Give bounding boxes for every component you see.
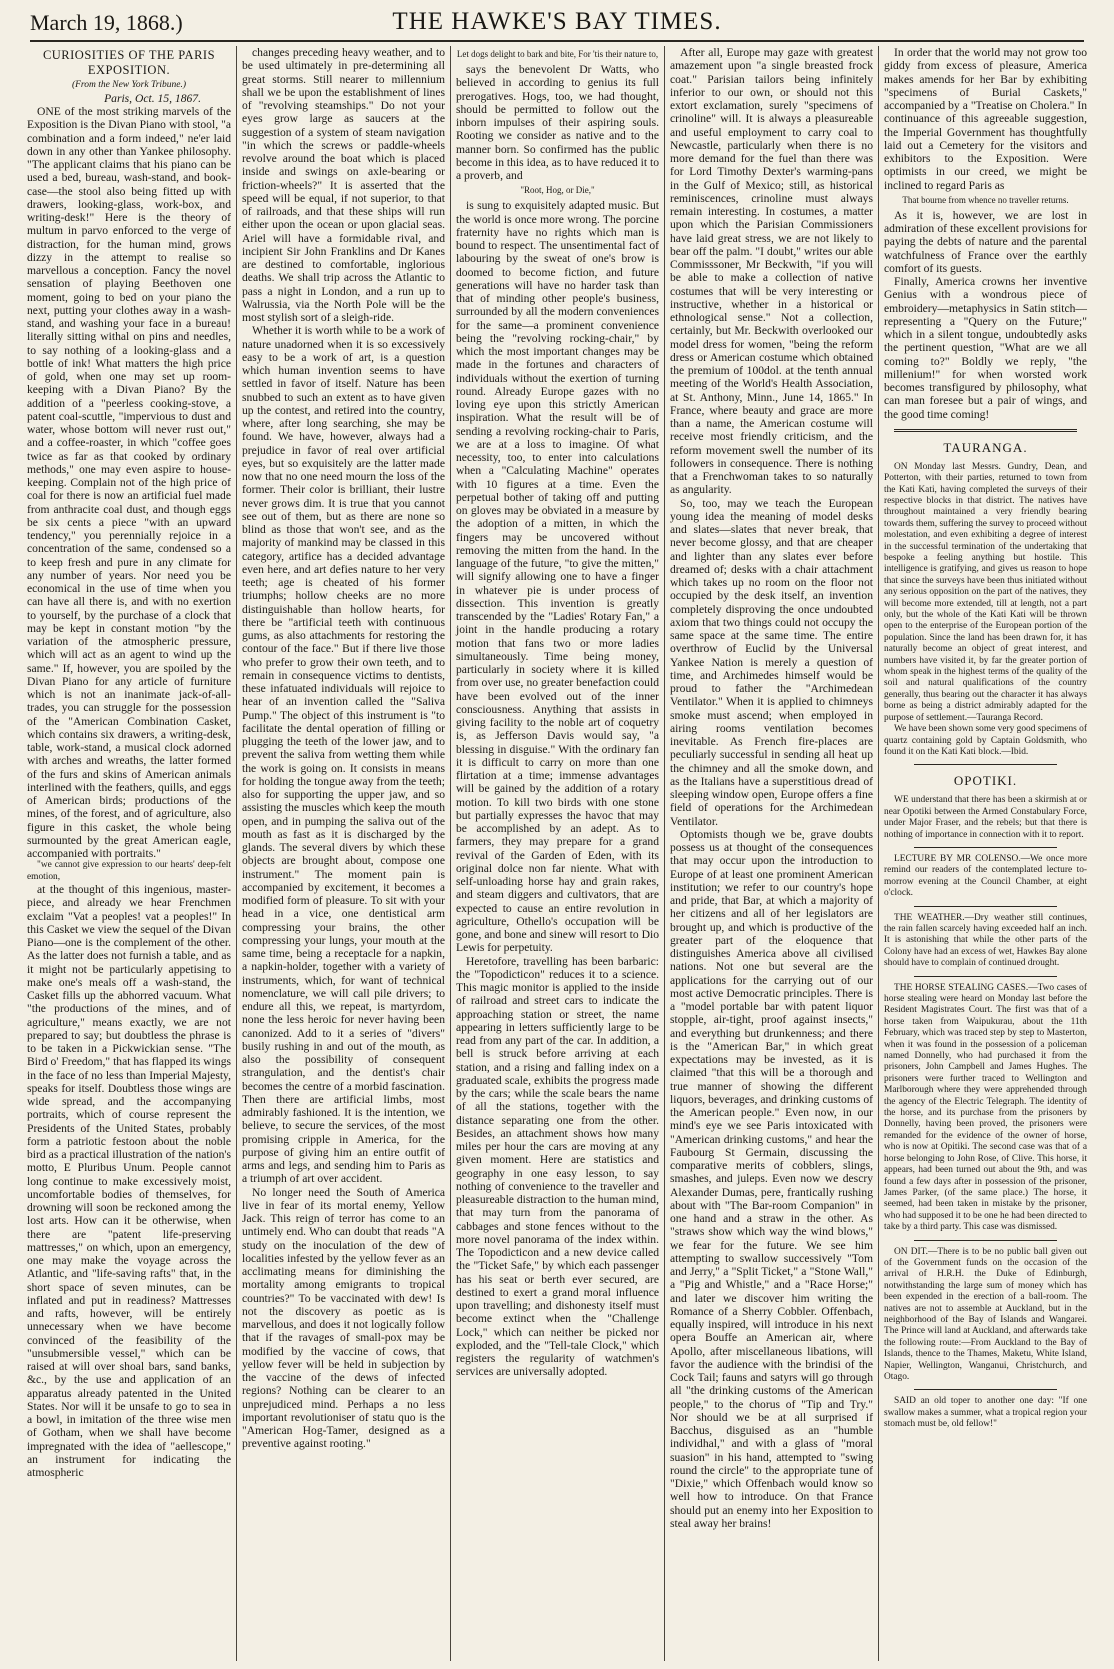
local-news-section <box>884 854 1087 1431</box>
poem-quote: "Root, Hog, or Die," <box>520 185 595 196</box>
section-divider <box>914 976 1057 977</box>
paragraph: ONE of the most striking marvels of the Exposition is the Divan Piano with stool, "a combination and a form indeed," ne'er laid down in any other than Yankee philosophy. "The applicant claims that his piano can be used a bed, bureau, wash-stand, and book-case—the stool also being fitted up with drawers, looking-glass, work-box, and writing-desk!" Here is the theory of multum in parvo enforced to the verge of distraction, for the human mind, grows dizzy in the attempt to realise so marvellous a conception. Fancy the novel sensation of playing Beethoven one moment, going to bed on your piano the next, putting your clothes away in a wash-stand, and washing your face in a bureau! literally sitting withal on pins and needles, to say nothing of a looking-glass and a bottle of ink! What matters the high price of gold, when one may set up room-keeping with a Divan Piano? By the addition of a "peerless cooking-stove, a patent coal-scuttle, "impervious to dust and water, whose bottom will never rust out," and a coffee-roaster, in which "coffee goes twice as far as that cooked by ordinary methods," one may even aspire to house-keeping. Complain not of the high price of coal for there is now an artificial fuel made from anthracite coal dust, and though eggs be six cents a piece "with an upward tendency," you perennially rejoice in a concentration of the same, condensed so a to keep fresh and pure in any climate for any number of years. Nor need you be economical in the use of time when you can have all there is, and with no exertion to yourself, by the purchase of a clock that may be kept in constant motion "by the variation of the atmospheric pressure, which will act as an agent to wind up the same." If, however, you are spoiled by the Divan Piano for any article of furniture which is not an inanimate jack-of-all-trades, you can struggle for the possession of the "American Combination Casket, which contains six drawers, a writing-desk, table, work-stand, a musical clock adorned with arches and wreaths, the latter formed of the furs and skins of American animals interlined with the feathers, quills, and eggs of American birds; productions of the mines, of the forest, and of agriculture, also figure in this casket, the whole being surmounted by the great American eagle, accompanied with portraits." <box>27 105 231 860</box>
paragraph: Heretofore, travelling has been barbaric: the "Topodicticon" reduces it to a science. This magic monitor is applied to the inside of railroad and street cars to indicate the approaching station or street, the name appearing in letters sufficiently large to be read from any part of the car. In addition, a bell is struck before arriving at each station, and a rising and falling index on a graduated scale, exhibits the progress made by the cars; while the scale bears the name of all the stations, together with the distance separating one from the other. Besides, an attachment shows how many miles per hour the cars are moving at any given moment. Here are statistics and geography in one easy lesson, to say nothing of convenience to the traveller and pleasureable distraction to the human mind, that may turn from the panorama of cabbages and stone fences without to the more novel panorama of the index within. The Topodicticon and a new device called the "Ticket Safe," by which each passenger has his seat or berth ever secured, are destined to exert a grand moral influence upon travelling; and dishonesty itself must become extinct when the "Challenge Lock," which can neither be picked nor exploded, and the "Tell-tale Clock," which registers the regularity of watchmen's services are universally adopted. <box>456 954 659 1379</box>
section-divider <box>914 1389 1057 1390</box>
article-source: (From the New York Tribune.) <box>71 80 187 90</box>
masthead <box>30 6 1084 42</box>
paragraph: WE understand that there has been a skirmish at or near Opotiki between the Armed Constabulary Force, under Major Fraser, and the rebels; but that there is nothing of importance in connection with it to report. <box>884 795 1087 840</box>
section-divider <box>914 1240 1057 1241</box>
column-5 <box>878 46 1092 1661</box>
section-divider <box>914 906 1057 907</box>
newspaper-columns <box>22 46 1092 1661</box>
article-dateline: Paris, Oct. 15, 1867. <box>104 92 201 105</box>
paragraph: We have been shown some very good specimens of quartz containing gold by Captain Goldsmith, who found it on the Kati Kati block.—Ibid. <box>884 724 1087 757</box>
section-divider <box>894 429 1077 432</box>
paragraph: THE WEATHER.—Dry weather still continues, the rain fallen scarcely having exceeded half an inch. It is astonishing that while the other parts of the Colony have had an excess of wet, Hawkes Bay alone should have to complain of continued drought. <box>884 912 1087 969</box>
poem-quote: That bourne from whence no traveller returns. <box>902 194 1069 205</box>
paragraph: THE HORSE STEALING CASES.—Two cases of horse stealing were heard on Monday last before the Resident Magistrates Court. The first was that of a horse taken from Waipukurau, about the 11th February, which was traced step by step to Masterton, when it was found in the possession of a policeman named Donnelly, who had purchased it from the prisoners, John Campbell and James Hughes. The prisoners were further traced to Wellington and Marlborough where they were apprehended through the agency of the Electric Telegraph. The identity of the horse, and its purchase from the prisoners by Donnelly, having been proved, the prisoners were remanded for the evidence of the owner of horse, who is now at Opitiki. The second case was that of a horse belonging to John Rose, of Clive. This horse, it appears, had been turned out about the 9th, and was found a few days after in possession of the prisoner, James Parker, (of the same place.) The horse, it seemed, had been taken in mistake by the prisoner, who had supposed it to be one he had been directed to take by a third party. This case was dismissed. <box>884 982 1087 1233</box>
section-heading-tauranga: TAURANGA. <box>943 439 1028 455</box>
paragraph: LECTURE BY MR COLENSO.—We once more remind our readers of the contemplated lecture to-morrow evening at the Council Chamber, at eight o'clock. <box>884 853 1087 899</box>
column-1 <box>22 46 236 1661</box>
poem-quote: Let dogs delight to bark and bite, For 'tis their nature to, <box>456 49 659 59</box>
paragraph: As it is, however, we are lost in admiration of these excellent provisions for paying the debts of nature and the parental watchfulness of France over the earthly comfort of its guests. <box>884 208 1087 275</box>
paragraph: Finally, America crowns her inventive Genius with a wondrous piece of embroidery—metaphysics in Satin stitch—representing a "Query on the Future;" which in a silent tongue, undoubtedly asks the pertinent question, "What are we all coming to?" Boldly we reply, "the millenium!" for when worsted work becomes transfigured by philosophy, what can man foresee but a pair of wings, and the good time coming! <box>884 275 1087 421</box>
tauranga-section <box>884 462 1087 759</box>
newspaper-title: THE HAWKE'S BAY TIMES. <box>392 8 722 35</box>
section-heading-opotiki: OPOTIKI. <box>953 773 1018 789</box>
paragraph: No longer need the South of America live in fear of its mortal enemy, Yellow Jack. This reign of terror has come to an untimely end. Who can doubt that reads "A study on the inoculation of the dew of localities infested by the yellow fever as an acclimating means for diminishing the mortality among emigrants to tropical countries?" To be vaccinated with dew! Is not the discovery as poetic as is marvellous, and does it not logically follow that if the ravages of small-pox may be modified by the vaccine of cows, that yellow fever will be held in subjection by the vaccine of the dews of infected regions? Nothing can be clearer to an unprejudiced mind. Perhaps a no less important revolutioniser of statu quo is the "American Hog-Tamer, designed as a preventive against rooting." <box>242 1185 445 1451</box>
paragraph: ON Monday last Messrs. Gundry, Dean, and Potterton, with their parties, returned to town from the Kati Kati, having completed the surveys of their respective blocks in that district. The natives have throughout maintained a very friendly bearing towards them, suffering the survey to proceed without molestation, and even exhibiting a degree of interest in the successful termination of the undertaking that bespoke a feeling anything but hostile. This intelligence is gratifying, and gives us reason to hope that since the surveys have been thus initiated without any serious opposition on the part of the natives, they will become more extended, till at length, not a part only, but the whole of the Kati Kati will be thrown open to the enterprise of the European portion of the population. Since the land has been drawn for, it has naturally become an object of great interest, and numbers have visited it, by far the greater portion of whom speak in the highest terms of the quality of the soil and natural qualifications of the country generally, thus bearing out the character it has always borne as being a district admirably adapted for the purpose of settlement.—Tauranga Record. <box>884 461 1087 723</box>
paragraph: So, too, may we teach the European young idea the meaning of model desks and slates—slates that never break, that never become glossy, and that are cheaper and lighter than any slates ever before dreamed of; desks with a chair attachment which takes up no room on the floor not occupied by the desk itself, an invention completely disproving the once undoubted axiom that two things could not occupy the same space at the same time. The entire overthrow of Euclid by the Universal Yankee Nation is merely a question of time, and Archimedes himself would be proud to father the "Archimedean Ventilator." When it is applied to chimneys smoke must ascend; when employed in airing rooms ventilation becomes inevitable. As French fire-places are peculiarly successful in sending all heat up the chimney and all the smoke down, and as the Italians have a superstitious dread of sleeping window open, Europe offers a fine field of operations for the Archimedean Ventilator. <box>670 496 873 828</box>
article-heading-paris-exposition: CURIOSITIES OF THE PARIS EXPOSITION. <box>42 48 216 77</box>
footnote: "we cannot give expression to our hearts' deep-felt emotion, <box>27 860 231 882</box>
section-divider <box>914 764 1057 765</box>
paragraph: ON DIT.—There is to be no public ball given out of the Government funds on the occasion of the arrival of H.R.H. the Duke of Edinburgh, notwithstanding the large sum of money which has been expended in the erection of a ball-room. The natives are not to assemble at Auckland, but in the neighborhood of the Bay of Islands and Wangarei. The Prince will land at Auckland, and afterwards take the following route:—From Auckland to the Bay of Islands, thence to the Thames, Maketu, White Island, Napier, Wellington, Wanganui, Christchurch, and Otago. <box>884 1246 1087 1382</box>
paragraph: SAID an old toper to another one day: "If one swallow makes a summer, what a tropical region your stomach must be, old fellow!" <box>884 1396 1087 1430</box>
paragraph: says the benevolent Dr Watts, who believed in according to genius its full prerogatives. Hogs, too, we had thought, should be permitted to follow out the inborn impulses of their aspiring souls. Rooting we consider as native and to the manner born. So confirmed has the public become in this idea, as to have reduced it to a proverb, and <box>456 63 659 182</box>
section-divider <box>914 847 1057 848</box>
paragraph: at the thought of this ingenious, master-piece, and already we hear Frenchmen exclaim "Vat a peoples! vat a peoples!" In this Casket we view the sequel of the Divan Piano—one is the complement of the other. As the latter does not furnish a table, and as it might not be particularly appetising to make one's meals off a wash-stand, the Casket fills up the abhorred vacuum. What "the productions of the mines, and of agriculture," means exactly, we are not prepared to say; but doubtless the phrase is to be taken in a Pickwickian sense. "The Bird o' Freedom," that has flapped its wings in the face of no less than Imperial Majesty, speaks for itself. Doubtless those wings are wide spread, and the accompanying portraits, which of course represent the Presidents of the United States, probably form a patriotic festoon about the noble bird as a practical illustration of the nation's motto, E Pluribus Unum. People cannot long continue to make excessively moist, uncomfortable bodies of themselves, for drowning will soon be reckoned among the lost arts. How can it be otherwise, when there are "patent life-preserving mattresses," on which, upon an emergency, one may make the voyage across the Atlantic, and "life-saving rafts" that, in the short space of seven minutes, can be inflated and put in readiness? Mattresses and rafts, however, will be entirely unnecessary when we have become convinced of the feasibility of the "unsubmersible vessel," which can be raised at will over shoal bars, sand banks, &c., by the use and application of an apparatus already patented in the United States. Nor will it be unsafe to go to sea in a bowl, in imitation of the three wise men of Gotham, when we shall have become impregnated with the idea of "aellescope," an instrument for indicating the atmospheric <box>27 883 231 1480</box>
paragraph: changes preceding heavy weather, and to be used ultimately in pre-determining all great storms. Still nearer to millennium shall we be upon the establishment of lines of "revolving steamships." Do not your eyes grow large as saucers at the suggestion of a system of steam navigation "in which the screws or paddle-wheels revolve around the boat which is placed inside and swings on axle-bearing or friction-wheels?" It is asserted that the speed will be equal, if not superior, to that of railroads, and that these ships will run either upon the ocean or upon glacial seas. Ariel will have a formidable rival, and incipient Sir John Franklins and Dr Kanes are destined to comfortable, inglorious deaths. We shall trip across the Atlantic to pass a night in London, and a run up to Walrussia, via the North Pole will be the most stylish sort of a sleigh-ride. <box>242 46 445 324</box>
paragraph: Optomists though we be, grave doubts possess us at thought of the consequences that may occur upon the introduction to Europe of at least one prominent American institution; we refer to our country's hope and pride, that Bar, at which a majority of her citizens and all of her legislators are brought up, and which is productive of the greater part of the eloquence that distinguishes America above all civilised nations. Not one but several are the applications for the carrying out of our most active Democratic principles. There is a "model portable bar with patent liquor stopple, air-tight, proof against insects," and everything but drunkenness; and there is the "American Bar," in which great expectations may be invested, as it is claimed "that this will be a thorough and true manner of showing the different liquors, beverages, and drinking customs of the American people." Even now, in our mind's eye we see Paris intoxicated with "American drinking customs," and hear the Faubourg St Germain, discussing the comparative merits of cobblers, slings, smashes, and juleps. Even now we descry Alexander Dumas, pere, frantically rushing about with "The Bar-room Companion" in one hand and a straw in the other. As "straws show which way the wind blows," we fear for the future. We see him attempting to swallow successively "Tom and Jerry," a "Split Ticket," a "Stone Wall," a "Pig and Whistle," and a "Race Horse;" and later we discover him writing the Romance of a Sherry Cobbler. Offenbach, equally inspired, will introduce in his next opera Bouffe an American air, where Apollo, after miscellaneous libations, will favor the audience with the brindisi of the Cock Tail; fauns and satyrs will go through all "the drinking customs of the American people," to the chorus of "Tip and Try." Nor should we be at all surprised if Bacchus, disguised as an "humble individhal," and with a glass of "moral suasion" in his hand, attempted to "swing round the circle" to the appropriate tune of "Dixie," which Offenbach would know so well how to introduce. On that France should put an enemy into her Exposition to steal away her brains! <box>670 827 873 1530</box>
column-4 <box>664 46 878 1661</box>
opotiki-section <box>884 795 1087 841</box>
paragraph: After all, Europe may gaze with greatest amazement upon "a single breasted frock coat." Parisian tailors being infinitely inferior to our own, or should not this extort exclamation, surely "specimens of crinoline" will. It is always a pleasureable and useful employment to carry coal to Newcastle, particularly when there is no more demand for the fuel than there was for Lord Timothy Dexter's warming-pans in the Gulf of Mexico; still, as historical reminiscences, crinoline must always remain interesting. In costumes, a matter upon which the Parisian Commissioners have laid great stress, we are not likely to bear off the palm. "I doubt," writes our able Commisssoner, Mr Beckwith, "if you will be able to make a collection of native costumes that will be very interesting or instructive, whether in a historical or ethnological sense." Not a collection, certainly, but Mr. Beckwith overlooked our model dress for women, "being the reform dress or American costume which obtained the premium of 100dol. at the tenth annual meeting of the World's Health Association, at St. Anthony, Minn., June 14, 1865." In France, where beauty and grace are more than a name, the American costume will receive most friendly criticism, and the reform movement swell the number of its followers in consequence. There is nothing that a Frenchwoman takes to so naturally as angularity. <box>670 46 873 497</box>
paragraph: Whether it is worth while to be a work of nature unadorned when it is so excessively easy to be a work of art, is a question which human invention seems to have settled in favor of itself. Nature has been snubbed to such an extent as to have given up the contest, and retired into the country, where, after long searching, she may be found. We have, however, always had a prejudice in favor of real over artificial eyes, but so exquisitely are the latter made now that no one need mourn the loss of the former. Their color is brilliant, their lustre never grows dim. It is true that you cannot see out of them, but as there are none so blind as those that won't see, and as the majority of mankind may be classed in this category, artifice has a decided advantage even here, and art defies nature to her very teeth; age is cheated of his former triumphs; hollow cheeks are no more distinguishable than hollow hearts, for there be "artificial teeth with continuous gums, as also attachments for restoring the contour of the face." But if there live those who prefer to grow their own teeth, and to remain in consequence victims to dentists, these infatuated individuals will rejoice to hear of an invention called the "Saliva Pump." The object of this instrument is "to facilitate the dental operation of filling or plugging the teeth of the lower jaw, and to prevent the saliva from wetting them while the work is going on. It consists in means for holding the tongue away from the teeth; also for supporting the upper jaw, and so assisting the muscles which keep the mouth open, and in pumping the saliva out of the mouth as fast as it is discharged by the glands. The several divers by which these objects are brought about, compose one instrument." The moment pain is accompanied by excitement, it becomes a modified form of pleasure. To sit with your head in a vice, one dentistical arm compressing your brains, the other compressing your lungs, your mouth at the same time, being a receptacle for a napkin, a napkin-holder, together with a variety of instruments, which, for want of technical nomenclature, we will call pile drivers; to endure all this, we repeat, is martyrdom, none the less heroic for never having been canonized. Add to it a series of "divers" busily rushing in and out of the mouth, as also the possibility of consequent strangulation, and the dentist's chair becomes the centre of a morbid fascination. Then there are artificial limbs, most admirably fashioned. It is the intention, we believe, to secure the services, of the most promising cripple in America, for the purpose of giving him an entire outfit of arms and legs, and sending him to Paris as a triumph of art over accident. <box>242 324 445 1186</box>
column-3 <box>450 46 664 1661</box>
issue-date: March 19, 1868.) <box>30 10 183 35</box>
paragraph: In order that the world may not grow too giddy from excess of pleasure, America makes amends for her Bar by exhibiting "specimens of Burial Caskets," accompanied by a "Treatise on Cholera." In continuance of this agreeable suggestion, the Imperial Government has thoughtfully laid out a Cemetery for the visitors and exhibitors to the Exposition. Were optimists in our creed, we might be inclined to regard Paris as <box>884 46 1087 192</box>
paragraph: is sung to exquisitely adapted music. But the world is once more wrong. The porcine fraternity have no rights which man is bound to respect. The unsentimental fact of labouring by the sweat of one's brow is doomed to become fiction, and future generations will have no harder task than that of minding other people's business, surrounded by all the modern conveniences for the same—a prominent convenience being the "revolving rocking-chair," by which the most important changes may be made in the fortunes and characters of individuals without the exertion of turning round. Already Europe gazes with no loving eye upon this strictly American inspiration. What the result will be of sending a revolving rocking-chair to Paris, we are at a loss to imagine. Of what necessity, too, to enter into calculations when a "Calculating Machine" operates with 10 figures at a time. Even the perpetual bother of taking off and putting on gloves may be obviated in a measure by the adoption of a mitten, in which the fingers may be uncovered without removing the mitten from the hand. In the language of the future, "to give the mitten," will signify allowing one to have a finger in whatever pie is under process of dissection. This invention is greatly transcended by the "Ladies' Rotary Fan," a joint in the handle producing a rotary motion that fans two or more ladies simultaneously. Time being money, particularly in society where it is killed from over use, no greater benefaction could have been evolved out of the inner consciousness. Anything that assists in giving facility to the noble art of coquetry is, as Jefferson Davis would say, "a blessing in disguise." With the ordinary fan it is difficult to carry on more than one flirtation at a time; immense advantages will be gained by the addition of a rotary motion. To kill two birds with one stone but partially expresses the havoc that may be accomplished by an adept. As to farmers, they may prepare for a grand revival of the Garden of Eden, with its original dolce non far niente. What with self-unloading horse hay and grain rakes, and steam diggers and cultivators, that are expected to cause an entire revolution in agriculture, Othello's occupation will be gone, and bone and sinew will resort to Dio Lewis for perpetuity. <box>456 199 659 955</box>
column-2 <box>236 46 450 1661</box>
